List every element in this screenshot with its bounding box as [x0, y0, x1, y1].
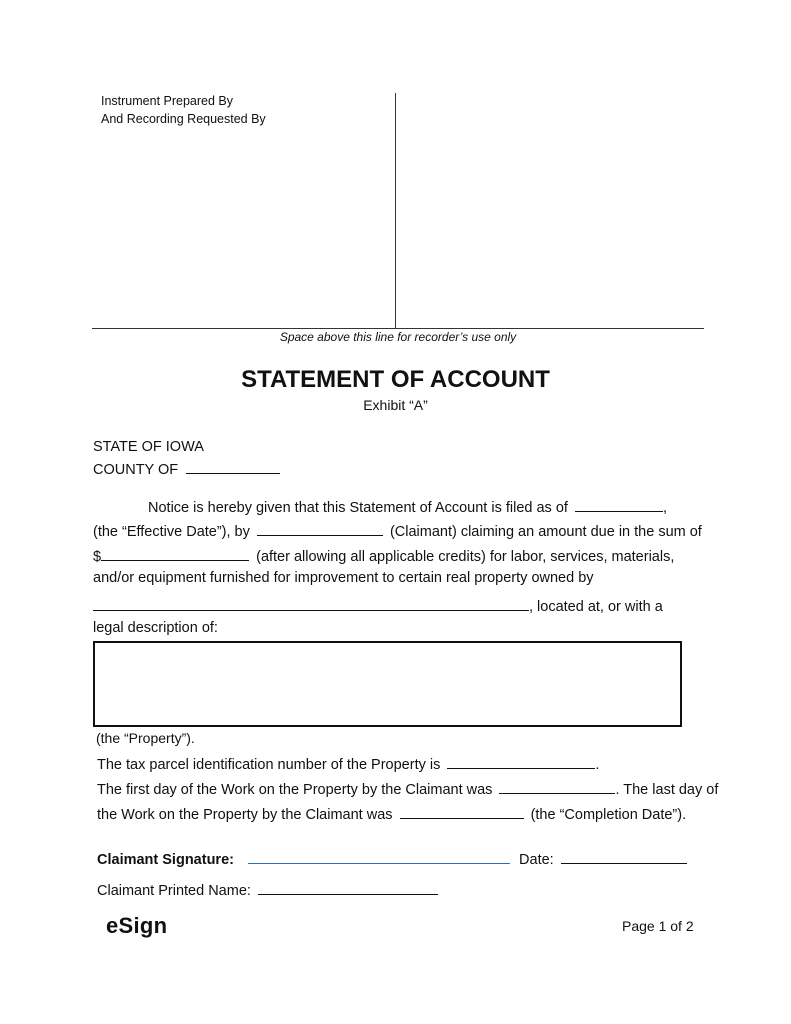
- tax-parcel-field[interactable]: [447, 754, 595, 769]
- filed-date-field[interactable]: [575, 497, 663, 512]
- county-row: [93, 459, 280, 478]
- printed-name-label: Claimant Printed Name:: [97, 883, 251, 899]
- notice-line-1: [148, 497, 667, 516]
- owner-name-field[interactable]: [93, 596, 529, 611]
- first-day-text: The first day of the Work on the Property by the Claimant was: [97, 782, 493, 798]
- last-day-line: [97, 804, 686, 823]
- first-day-line: [97, 779, 718, 798]
- signature-label: Claimant Signature:: [97, 852, 234, 868]
- county-field[interactable]: [186, 459, 280, 474]
- recorder-line: [92, 328, 704, 329]
- prepared-by-label: Instrument Prepared By: [101, 94, 234, 108]
- last-day-text: . The last day of: [615, 782, 719, 798]
- claimant-name-field[interactable]: [257, 521, 383, 536]
- signature-row: [97, 849, 687, 868]
- exhibit-label: Exhibit “A”: [363, 397, 428, 413]
- header-vertical-divider: [395, 93, 396, 329]
- printed-name-field[interactable]: [258, 880, 438, 895]
- county-label: COUNTY OF: [93, 462, 179, 478]
- notice-line-4: and/or equipment furnished for improvement to certain real property owned by: [93, 570, 594, 586]
- tax-parcel-period: .: [595, 757, 600, 773]
- signature-field[interactable]: [248, 849, 510, 864]
- recording-requested-label: And Recording Requested By: [101, 112, 266, 126]
- printed-name-row: [97, 880, 438, 899]
- effective-date-text: (the “Effective Date”), by: [93, 524, 250, 540]
- date-label: Date:: [519, 852, 554, 868]
- notice-text-1: Notice is hereby given that this Statement of Account is filed as of: [148, 500, 568, 516]
- notice-line-3: [93, 546, 674, 565]
- date-field[interactable]: [561, 849, 687, 864]
- esign-logo: eSign: [106, 913, 168, 938]
- claimant-amount-text: (Claimant) claiming an amount due in the sum of: [389, 524, 702, 540]
- tax-parcel-line: [97, 754, 599, 773]
- tax-parcel-text: The tax parcel identification number of the Property is: [97, 757, 441, 773]
- notice-comma: ,: [662, 500, 667, 516]
- dollar-sign: $: [93, 549, 102, 565]
- legal-description-label: legal description of:: [93, 620, 218, 636]
- notice-line-2: [93, 521, 702, 540]
- completion-date-field[interactable]: [400, 804, 524, 819]
- credits-text: (after allowing all applicable credits) for labor, services, materials,: [256, 549, 675, 565]
- document-title: STATEMENT OF ACCOUNT: [241, 366, 550, 393]
- recorder-note: Space above this line for recorder’s use only: [279, 330, 517, 344]
- notice-line-5: [93, 596, 663, 615]
- page-number: Page 1 of 2: [622, 918, 694, 934]
- property-label: (the “Property”).: [96, 730, 195, 746]
- first-day-field[interactable]: [499, 779, 615, 794]
- located-text: , located at, or with a: [529, 599, 663, 615]
- legal-description-box[interactable]: [93, 641, 682, 727]
- completion-date-text: (the “Completion Date”).: [530, 807, 687, 823]
- state-label: STATE OF IOWA: [93, 439, 204, 455]
- amount-field[interactable]: [101, 546, 249, 561]
- last-day-work-text: the Work on the Property by the Claimant was: [97, 807, 393, 823]
